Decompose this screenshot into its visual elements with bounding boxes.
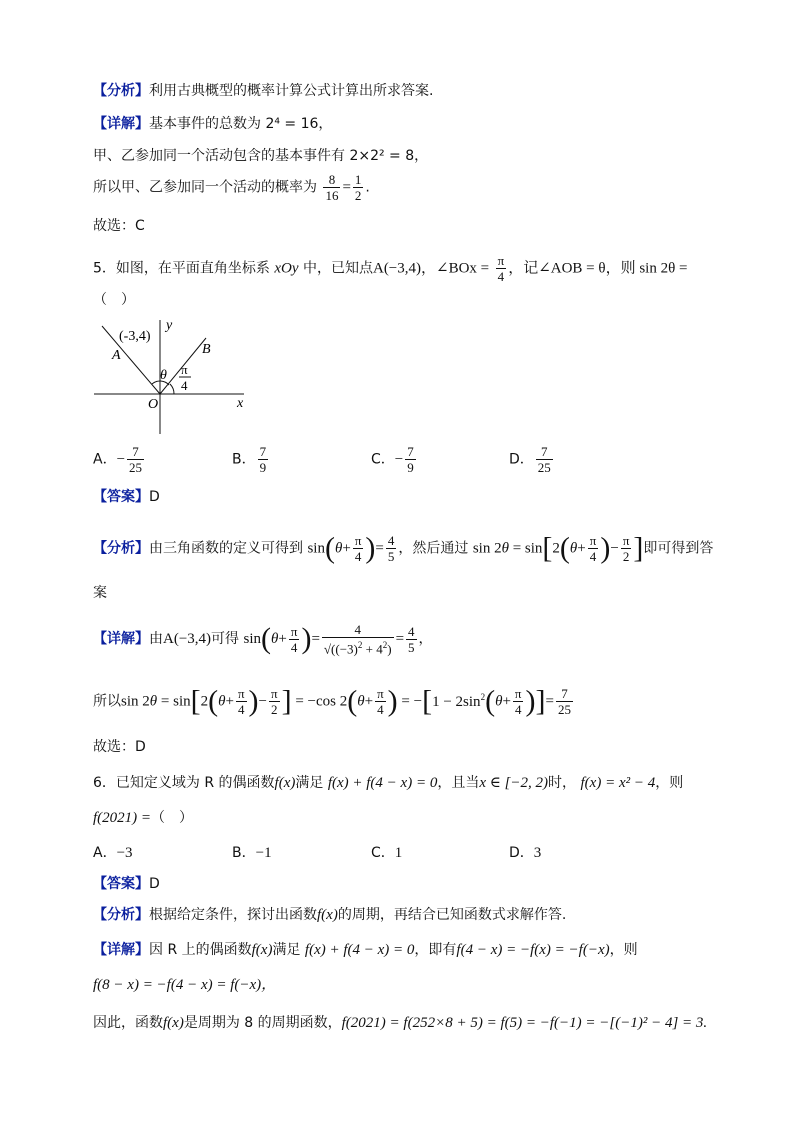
option-value: 3 bbox=[533, 845, 542, 861]
analysis-tag: 【分析】 bbox=[93, 907, 149, 923]
q5-detail-a: 由 bbox=[149, 631, 163, 648]
option-fraction bbox=[405, 444, 416, 475]
q6-final-eq: f(2021) = f(252×8 + 5) = f(5) = −f(−1) = −[(−1)² − 4] = 3. bbox=[341, 1015, 708, 1031]
q5-choice: 故选：D bbox=[93, 739, 146, 755]
q5-analysis-c: 即可得到答 bbox=[643, 540, 714, 557]
q6-option-d[interactable] bbox=[509, 842, 541, 862]
q6-stem-c: ，且当 bbox=[437, 775, 480, 791]
q5-option-d[interactable] bbox=[509, 444, 555, 475]
q6-cond: f(x) + f(4 − x) = 0 bbox=[327, 775, 438, 791]
frac-num: 7 bbox=[536, 444, 553, 460]
q5-point: A(−3,4) bbox=[372, 260, 422, 277]
option-value: −1 bbox=[255, 845, 272, 861]
q5-detail-c: 所以 bbox=[93, 693, 121, 710]
q6-analysis-line bbox=[93, 905, 566, 925]
q5-detail-line2: 所以sin 2θ = sin[2(θ+ $\frac{\pi}{4}$ )− $\frac{\pi}{2}$ ] = −cos 2(θ+ $\frac{\pi}{4}$ ) = $-[1 - 2\sin^2(\theta+$ $\frac{\pi}{4}$ )]= $\frac{7}{25}$ bbox=[93, 684, 571, 718]
q6-cond: f(x) + f(4 − x) = 0 bbox=[304, 942, 415, 958]
q6-fdef: f(x) = x² − 4 bbox=[580, 775, 656, 791]
frac-den: 9 bbox=[259, 460, 267, 475]
q6-stem-d: 时， bbox=[548, 775, 577, 791]
q5-paren: （ ） bbox=[93, 292, 135, 308]
q6-fx: f(x) bbox=[274, 775, 296, 791]
label-O: O bbox=[148, 397, 159, 412]
analysis-tag: 【分析】 bbox=[93, 540, 149, 557]
q5-angle: ，∠BOx = bbox=[421, 260, 490, 277]
q6-xin: x ∈ [−2, 2) bbox=[479, 775, 549, 791]
frac-num: 8 bbox=[323, 172, 340, 188]
q6-stem-a: 6．已知定义域为 R 的偶函数 bbox=[93, 775, 275, 791]
q5-xoy: xOy bbox=[274, 260, 299, 277]
option-letter: C． bbox=[371, 845, 395, 861]
option-value: 1 bbox=[394, 845, 403, 861]
q6-fx: f(x) bbox=[163, 1015, 184, 1031]
answer-tag: 【答案】 bbox=[93, 489, 149, 505]
q5-analysis-line: 【分析】由三角函数的定义可得到 sin(θ+ $\frac{\pi}{4}$ )= $\frac{4}{5}$ ，然后通过 sin 2θ = sin[2(θ+ $\frac{\pi}{4}$ )− $\frac{\pi}{2}$ ]即可得到答 bbox=[93, 531, 714, 565]
prev-choice: 故选：C bbox=[93, 218, 145, 234]
q6-stem-b: 满足 bbox=[295, 775, 324, 791]
label-theta: θ bbox=[160, 368, 167, 383]
q6-line2-expr: f(8 − x) = −f(4 − x) = f(−x)， bbox=[93, 977, 277, 993]
label-x: x bbox=[237, 396, 244, 411]
q5-stem-a: 5．如图，在平面直角坐标系 bbox=[93, 260, 270, 277]
frac-num: 1 bbox=[354, 172, 362, 187]
detail-tag: 【详解】 bbox=[93, 116, 149, 132]
analysis-tag: 【分析】 bbox=[93, 83, 149, 99]
q5-option-b[interactable] bbox=[232, 444, 270, 475]
q6-analysis-a: 根据给定条件，探讨出函数 bbox=[149, 907, 317, 923]
q6-detail-line2 bbox=[93, 975, 276, 995]
detail-tag: 【详解】 bbox=[93, 631, 149, 648]
q6-option-a[interactable] bbox=[93, 842, 133, 862]
frac-den: 25 bbox=[537, 460, 551, 475]
q5-answer-line bbox=[93, 487, 160, 507]
four-fifths: $\frac{4}{5}$ bbox=[387, 533, 395, 564]
option-sign: − bbox=[394, 451, 404, 468]
q6-option-c[interactable] bbox=[371, 842, 402, 862]
q5-option-c[interactable] bbox=[371, 444, 418, 475]
fraction-1-2 bbox=[353, 172, 364, 203]
q5-stem-b: 中，已知点 bbox=[302, 260, 373, 277]
q5-analysis-d: 案 bbox=[93, 585, 107, 601]
q5-figure bbox=[92, 312, 262, 437]
prev-line3-prefix: 所以甲、乙参加同一个活动的概率为 bbox=[93, 179, 317, 196]
q6-fx: f(x) bbox=[251, 942, 273, 958]
q6-answer-line bbox=[93, 874, 160, 894]
q6-stem-e: ，则 bbox=[655, 775, 684, 791]
frac-den: 25 bbox=[129, 460, 143, 475]
q5-point: A(−3,4) bbox=[163, 631, 212, 648]
frac-den: 16 bbox=[325, 188, 339, 203]
q5-analysis-a: 由三角函数的定义可得到 bbox=[149, 540, 303, 557]
label-B: B bbox=[202, 342, 211, 357]
q6-final-line bbox=[93, 1013, 707, 1033]
q6-ask bbox=[93, 808, 193, 828]
label-4: 4 bbox=[181, 378, 188, 393]
option-letter: B． bbox=[232, 845, 256, 861]
fraction-8-16 bbox=[323, 172, 340, 203]
prev-analysis-text: 利用古典概型的概率计算公式计算出所求答案. bbox=[149, 83, 434, 99]
option-fraction bbox=[127, 444, 144, 475]
prev-line3: 所以甲、乙参加同一个活动的概率为 $\frac{8}{16}$ = $\frac{1}{2}$ . bbox=[93, 172, 370, 203]
q6-detail-b: 满足 bbox=[272, 942, 301, 958]
q6-detail-a: 因 R 上的偶函数 bbox=[149, 942, 252, 958]
q6-answer: D bbox=[149, 876, 160, 892]
prev-detail-line bbox=[93, 114, 332, 134]
q5-stem bbox=[93, 253, 687, 284]
q6-fx: f(x) bbox=[317, 907, 338, 923]
frac-num: 7 bbox=[259, 444, 267, 459]
q6-ask-expr: f(2021) = bbox=[93, 810, 152, 826]
option-value: −3 bbox=[116, 845, 133, 861]
pi-over-4 bbox=[496, 253, 507, 284]
frac-num: 7 bbox=[127, 444, 144, 460]
detail-tag: 【详解】 bbox=[93, 942, 149, 958]
q6-analysis-b: 的周期，再结合已知函数式求解作答. bbox=[337, 907, 567, 923]
option-fraction bbox=[536, 444, 553, 475]
q6-detail-c: ，即有 bbox=[414, 942, 457, 958]
q5-stem-c: ，记∠AOB = θ，则 sin 2θ = bbox=[508, 260, 688, 277]
prev-detail-text: 基本事件的总数为 2⁴ = 16， bbox=[149, 116, 333, 132]
option-letter: D． bbox=[509, 845, 534, 861]
q6-stem bbox=[93, 773, 683, 793]
q5-detail-line: 【详解】由A(−3,4)可得 sin(θ+ $\frac{\pi}{4}$ )= $\frac{4}{√((-3)^2 + 4^2)}$ = $\frac{4}{5}$ ， bbox=[93, 622, 433, 657]
q6-detail-eq: f(4 − x) = −f(x) = −f(−x) bbox=[456, 942, 610, 958]
q6-option-b[interactable] bbox=[232, 842, 272, 862]
option-letter: A． bbox=[93, 845, 117, 861]
option-letter: C． bbox=[371, 451, 395, 468]
q6-final-a: 因此，函数 bbox=[93, 1015, 163, 1031]
label-pi: π bbox=[181, 362, 188, 377]
option-letter: B． bbox=[232, 451, 256, 468]
pi4-arc bbox=[170, 384, 174, 394]
q6-final-b: 是周期为 8 的周期函数， bbox=[183, 1015, 342, 1031]
label-A: A bbox=[112, 348, 121, 363]
frac-den: 4 bbox=[497, 269, 505, 284]
option-fraction bbox=[258, 444, 269, 475]
frac-den: 9 bbox=[407, 460, 414, 475]
q5-answer: D bbox=[149, 489, 160, 505]
q5-analysis-b: ，然后通过 bbox=[398, 540, 469, 557]
q6-paren: （ ） bbox=[151, 810, 194, 826]
prev-analysis-line bbox=[93, 81, 433, 101]
q5-option-a[interactable] bbox=[93, 444, 146, 475]
q6-detail-line bbox=[93, 940, 638, 960]
point-label: (-3,4) bbox=[119, 329, 151, 344]
frac-den: 2 bbox=[354, 188, 362, 203]
pi-over-4: $\frac{\pi}{4}$ bbox=[354, 533, 362, 564]
frac-num: π bbox=[497, 253, 505, 268]
answer-tag: 【答案】 bbox=[93, 876, 149, 892]
q5-detail-b: 可得 bbox=[211, 631, 240, 648]
sqrt-fraction: $\frac{4}{√((-3)^2 + 4^2)}$ bbox=[323, 622, 392, 657]
option-letter: A． bbox=[93, 451, 117, 468]
q6-detail-d: ，则 bbox=[609, 942, 638, 958]
option-letter: D． bbox=[509, 451, 534, 468]
label-y: y bbox=[166, 318, 173, 333]
option-sign: − bbox=[116, 451, 126, 468]
frac-num: 7 bbox=[407, 444, 414, 459]
prev-line2: 甲、乙参加同一个活动包含的基本事件有 2×2² = 8， bbox=[93, 148, 429, 164]
